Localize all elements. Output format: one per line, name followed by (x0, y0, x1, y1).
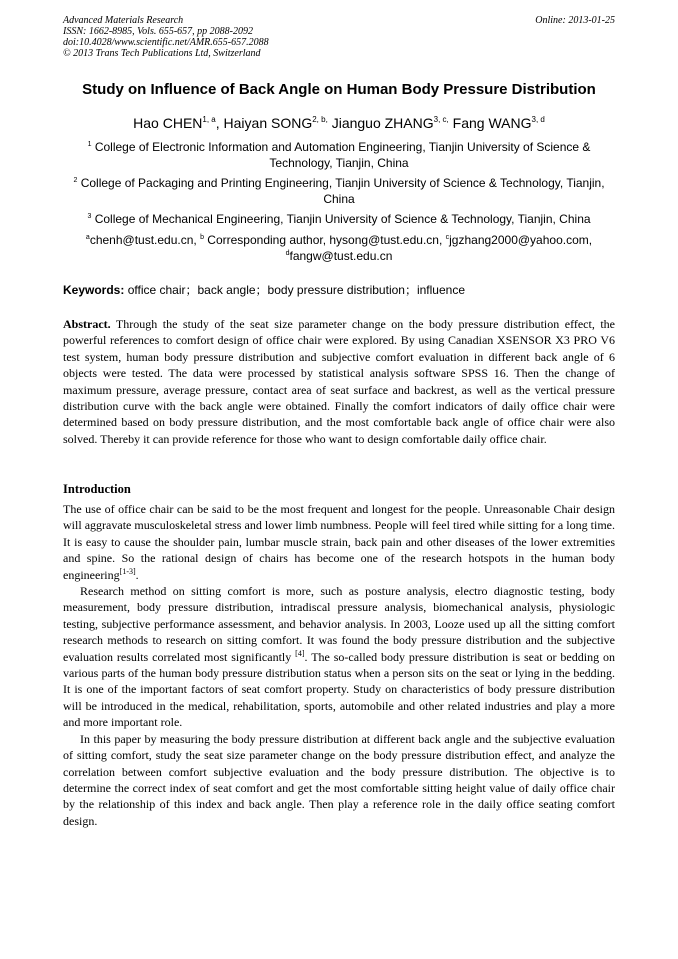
affiliation-sup: 2 (73, 177, 78, 184)
paragraph-end: . (135, 567, 139, 582)
author-name: Hao CHEN (133, 115, 203, 131)
citation: [4] (295, 648, 305, 658)
journal-header (63, 15, 615, 59)
affiliation-sup: 3 (87, 213, 92, 220)
keywords-text: office chair；back angle；body pressure distribution；influence (124, 283, 465, 297)
paper-title: Study on Influence of Back Angle on Human Body Pressure Distribution (82, 81, 596, 98)
author-sup: 1, a (202, 115, 216, 124)
abstract-text: Through the study of the seat size parameter change on the body pressure distribution effect, the powerful references to comfort design of office chair were explored. By using Canadian XSENSOR X3 PRO V6 test system, human body pressure distribution and subjective comfort evaluation in different back angle of 6 objects were tested. The data were processed by statistical analysis software SPSS 16. Then the change of maximum pressure, average pressure, contact area of seat surface and backrest, as well as the vertical pressure distribution curve with the back angle were obtained. Finally the comfort indicators of daily office chair were determined based on body pressure distribution, and the most comfortable back angle of office chair were also solved. Thereby it can provide reference for those who want to design comfortable daily office chair. (63, 317, 615, 446)
email-a: chenh@tust.edu.cn, (89, 233, 201, 247)
affiliation-1 (68, 139, 610, 171)
author-list: Hao CHEN$^{1, a}$, Haiyan $SONG^{2, b,}$ Jianguo $ZHANG^{3, c,}$ Fang WANG$^{3, d}$ (133, 115, 545, 131)
keywords (63, 283, 615, 298)
affiliation-text: College of Mechanical Engineering, Tianjin University of Science & Technology, Tianjin, China (94, 212, 591, 226)
affiliation-text: College of Electronic Information and Automation Engineering, Tianjin University of Science & Technology, Tianjin, China (94, 140, 591, 170)
affiliation-2 (68, 175, 610, 207)
email-sup: d (285, 250, 290, 257)
journal-doi: doi:10.4028/www.scientific.net/AMR.655-657.2088 (63, 37, 269, 48)
email-list (68, 232, 610, 264)
author-name: Haiyan SONG (223, 115, 313, 131)
abstract (63, 316, 615, 447)
author-sup: 3, c, (433, 115, 449, 124)
keywords-label: Keywords: (63, 283, 125, 297)
abstract-label: Abstract. (63, 317, 111, 331)
email-d: fangw@tust.edu.cn (289, 249, 393, 263)
paragraph-text: Research method on sitting comfort is more, such as posture analysis, electro diagnostic testing, body measurement, body pressure distribution, intradiscal pressure analysis, biomechanical analysis, physiologic testing, subjective performance assessment, and behavior analysis. In 2003, Looze used up all the sitting comfort research methods to research on sitting comfort. It was found the body pressure distribution and the subjective evaluation results correlated most significantly (63, 584, 615, 664)
email-c: jgzhang2000@yahoo.com, (449, 233, 593, 247)
paragraph-text: . The so-called body pressure distribution is seat or bedding on various parts of the human body pressure distribution status when a person sits on the seat or lying in the bedding. It is one of the important factors of seat comfort property. Study on characteristics of body pressure distribution will be introduced in the medical, rehabilitation, sports, automobile and other related industries and play a more and more important role. (63, 649, 616, 730)
journal-issn: ISSN: 1662-8985, Vols. 655-657, pp 2088-2092 (63, 26, 253, 37)
paragraph-text: In this paper by measuring the body pressure distribution at different back angle and the subjective evaluation of sitting comfort, study the seat size parameter change on the body pressure distribution effect, and analyze the correlation between comfort subjective evaluation and the body pressure distribution. The objective is to determine the correct index of seat comfort and get the most comfortable sitting height value of daily office chair by the relationship of this index and back angle. Then play a reference role in the daily office seating comfort design. (63, 731, 615, 828)
online-date: Online: 2013-01-25 (535, 15, 615, 26)
email-sup: a (85, 234, 90, 241)
citation: [1-3] (119, 566, 136, 576)
paragraph-text: The use of office chair can be said to be the most frequent and longest for the people. Unreasonable Chair design will aggravate musculoskeletal stress and lower limb numbness. People will feel tired while sitting for a long time. It is easy to cause the shoulder pain, lumbar muscle strain, back pain and other diseases of the lower extremities and spine. So the rational design of chairs has become one of the research hotspots in the human body engineering (63, 502, 615, 582)
paragraph (63, 731, 615, 829)
journal-copyright: © 2013 Trans Tech Publications Ltd, Switzerland (63, 48, 261, 59)
email-b: Corresponding author, hysong@tust.edu.cn, (203, 233, 446, 247)
email-sup: b (200, 234, 204, 241)
email-sup: c (445, 234, 450, 241)
paragraph (63, 501, 615, 583)
affiliation-3 (40, 211, 638, 227)
author-sup: 2, b, (312, 115, 328, 124)
affiliation-sup: 1 (87, 141, 92, 148)
author-name: Fang WANG (452, 115, 532, 131)
paragraph (63, 583, 615, 731)
journal-name: Advanced Materials Research (63, 15, 184, 26)
affiliation-text: College of Packaging and Printing Engineering, Tianjin University of Science & Technology, Tianjin, China (80, 176, 605, 206)
section-heading-introduction: Introduction (63, 482, 131, 496)
author-name: Jianguo ZHANG (331, 115, 434, 131)
author-sup: 3, d (531, 115, 545, 124)
introduction-body (63, 501, 615, 829)
